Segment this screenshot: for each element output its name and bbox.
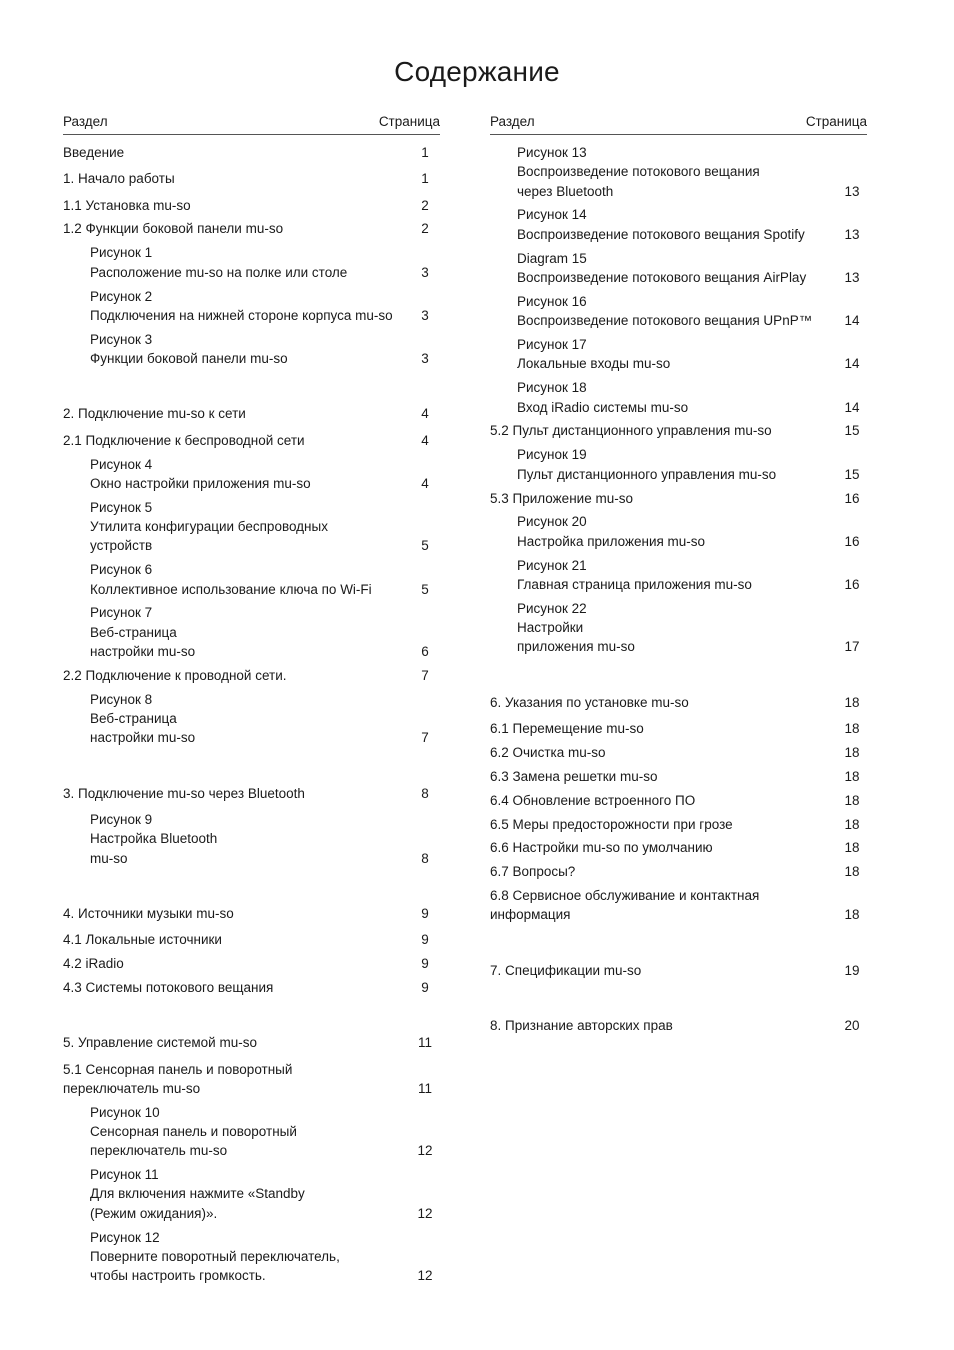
toc-entry-page: 11 — [417, 1080, 432, 1096]
toc-entry-page: 2 — [421, 221, 429, 237]
toc-entry-label: Рисунок 12 Поверните поворотный переключатель, чтобы настроить громкость. — [90, 1229, 340, 1284]
page-title: Содержание — [394, 56, 560, 87]
toc-entry-label: 1.2 Функции боковой панели mu-so — [63, 221, 284, 237]
toc-entry[interactable] — [490, 961, 867, 980]
toc-entry-page: 18 — [844, 792, 860, 808]
toc-entry-label: 4.2 iRadio — [63, 956, 124, 972]
toc-entry[interactable] — [490, 249, 867, 288]
toc-entry-page: 3 — [421, 264, 429, 280]
toc-entry[interactable] — [490, 767, 867, 786]
toc-entry[interactable] — [490, 719, 867, 738]
toc-entry[interactable] — [63, 1103, 440, 1161]
toc-entry-label: Рисунок 13 Воспроизведение потокового вещания через Bluetooth — [517, 145, 760, 199]
toc-column-right — [490, 114, 867, 1042]
toc-entry[interactable] — [63, 431, 440, 450]
toc-header — [490, 114, 867, 135]
toc-entry-page: 18 — [844, 744, 860, 760]
toc-entry[interactable] — [490, 143, 867, 201]
toc-entry-page: 17 — [844, 639, 860, 655]
toc-entry-label: Рисунок 3 Функции боковой панели mu-so — [90, 331, 288, 367]
section-column-header: Раздел — [490, 114, 535, 129]
toc-entry-label: Diagram 15 Воспроизведение потокового вещания AirPlay — [517, 250, 807, 285]
toc-entry-page: 7 — [421, 667, 429, 683]
toc-entry-label: Рисунок 16 Воспроизведение потокового вещания UPnP™ — [517, 293, 813, 329]
toc-entry[interactable] — [63, 666, 440, 685]
toc-entry[interactable] — [490, 512, 867, 551]
toc-entry-label: Рисунок 10 Сенсорная панель и поворотный переключатель mu-so — [90, 1104, 297, 1159]
toc-entry-label: Рисунок 7 Веб-страница настройки mu-so — [90, 605, 196, 659]
toc-entry[interactable] — [63, 930, 440, 949]
toc-entry[interactable] — [490, 378, 867, 417]
toc-entry-label: 2. Подключение mu-so к сети — [63, 406, 246, 422]
toc-entry[interactable] — [63, 455, 440, 494]
toc-entry-page: 18 — [844, 907, 860, 923]
toc-entry-label: Рисунок 6 Коллективное использование ключа по Wi-Fi — [90, 562, 372, 597]
toc-entry-label: 6.7 Вопросы? — [490, 864, 576, 880]
toc-header — [63, 114, 440, 135]
toc-entry-label: 4.3 Системы потокового вещания — [63, 979, 274, 995]
toc-entry-page: 18 — [844, 720, 860, 736]
toc-entry-page: 8 — [421, 850, 429, 866]
toc-entry-label: Рисунок 21 Главная страница приложения mu-so — [517, 557, 752, 592]
page-column-header: Страница — [378, 114, 440, 129]
toc-entry-page: 15 — [844, 466, 860, 482]
toc-entry[interactable] — [490, 693, 867, 712]
toc-entry-page: 1 — [421, 145, 429, 160]
toc-entry[interactable] — [490, 421, 867, 440]
toc-entry[interactable] — [63, 784, 440, 803]
toc-entry-page: 13 — [844, 183, 860, 199]
toc-entry[interactable] — [63, 196, 440, 215]
toc-entry[interactable] — [63, 690, 440, 748]
toc-entry[interactable] — [490, 1016, 867, 1035]
toc-entry-label: Рисунок 18 Вход iRadio системы mu-so — [517, 380, 689, 415]
toc-entry-page: 15 — [844, 423, 860, 439]
toc-entry-label: Рисунок 5 Утилита конфигурации беспроводных устройств — [90, 499, 328, 554]
toc-entry[interactable] — [63, 978, 440, 997]
toc-entry-page: 11 — [417, 1035, 432, 1051]
toc-entry-page: 4 — [421, 406, 429, 422]
toc-entry-label: 6.8 Сервисное обслуживание и контактная информация — [490, 888, 760, 923]
toc-entry-label: 6.6 Настройки mu-so по умолчанию — [490, 840, 713, 856]
toc-entry-page: 5 — [421, 581, 429, 597]
toc-entry[interactable] — [490, 743, 867, 762]
toc-entry[interactable] — [63, 1033, 440, 1052]
toc-entry[interactable] — [63, 498, 440, 556]
toc-entry-page: 14 — [844, 399, 860, 415]
toc-entry-page: 9 — [421, 979, 429, 995]
toc-entry-label: Рисунок 17 Локальные входы mu-so — [517, 337, 671, 372]
toc-entry-label: Введение — [63, 145, 125, 160]
toc-entry-page: 12 — [417, 1205, 433, 1221]
toc-entry-page: 4 — [421, 475, 429, 491]
toc-entry-page: 5 — [421, 538, 429, 554]
toc-entry-label: 1.1 Установка mu-so — [63, 197, 191, 213]
toc-entry-label: Рисунок 20 Настройка приложения mu-so — [517, 514, 706, 549]
toc-entry-page: 18 — [844, 768, 860, 784]
toc-entry-label: Рисунок 1 Расположение mu-so на полке или столе — [90, 245, 348, 280]
toc-entry-page: 9 — [421, 905, 429, 921]
page-column-header: Страница — [805, 114, 867, 129]
toc-entry-label: 7. Спецификации mu-so — [490, 962, 642, 978]
toc-entry-page: 19 — [844, 962, 860, 978]
toc-entry-label: Рисунок 8 Веб-страница настройки mu-so — [90, 691, 196, 746]
toc-entry-page: 3 — [421, 351, 429, 367]
toc-entry[interactable] — [63, 1228, 440, 1286]
toc-entry-label: 5. Управление системой mu-so — [63, 1035, 257, 1051]
toc-entry-page: 13 — [844, 269, 860, 285]
toc-entries-left — [63, 143, 440, 1286]
toc-entry-page: 6 — [421, 643, 429, 659]
toc-entry-label: 6. Указания по установке mu-so — [490, 694, 689, 710]
toc-entry[interactable] — [490, 838, 867, 857]
toc-entry[interactable] — [63, 904, 440, 923]
toc-entry[interactable] — [490, 556, 867, 595]
toc-entry[interactable] — [490, 335, 867, 374]
toc-entry-label: 5.3 Приложение mu-so — [490, 490, 633, 506]
toc-entry-label: Рисунок 2 Подключения на нижней стороне корпуса mu-so — [90, 288, 393, 323]
toc-entry-page: 14 — [844, 313, 860, 329]
toc-entry[interactable] — [490, 791, 867, 810]
toc-entry-page: 3 — [421, 307, 429, 323]
toc-entry[interactable] — [63, 287, 440, 326]
toc-entry-label: 6.1 Перемещение mu-so — [490, 720, 644, 736]
toc-entry-label: 1. Начало работы — [63, 171, 175, 187]
toc-entry[interactable] — [63, 1165, 440, 1223]
toc-entry-label: Рисунок 11 Для включения нажмите «Standby (Режим ожидания)». — [90, 1167, 305, 1221]
toc-entry-page: 18 — [844, 864, 860, 880]
toc-entry-label: Рисунок 4 Окно настройки приложения mu-so — [90, 456, 311, 491]
toc-entry[interactable] — [63, 954, 440, 973]
toc-entry[interactable] — [63, 219, 440, 238]
toc-entry-label: 6.4 Обновление встроенного ПО — [490, 792, 696, 808]
toc-entry-page: 14 — [844, 356, 860, 372]
toc-entry[interactable] — [63, 810, 440, 868]
toc-entry[interactable] — [63, 603, 440, 661]
toc-entry[interactable] — [63, 404, 440, 423]
toc-entry-page: 8 — [421, 785, 429, 801]
toc-entry[interactable] — [490, 205, 867, 244]
toc-entry[interactable] — [490, 599, 867, 657]
toc-entry[interactable] — [63, 243, 440, 282]
toc-entry-page: 9 — [421, 956, 429, 972]
toc-entry-page: 18 — [844, 694, 860, 710]
toc-entry[interactable] — [63, 169, 440, 188]
toc-entry-label: 5.2 Пульт дистанционного управления mu-so — [490, 423, 772, 439]
toc-column-left — [63, 114, 440, 1290]
toc-entry-page: 18 — [844, 840, 860, 856]
section-column-header: Раздел — [63, 114, 108, 129]
toc-entry-label: Рисунок 14 Воспроизведение потокового вещания Spotify — [517, 207, 805, 242]
toc-entry-label: 6.3 Замена решетки mu-so — [490, 768, 658, 784]
toc-entry[interactable] — [63, 143, 440, 162]
toc-entry-label: 4. Источники музыки mu-so — [63, 905, 234, 921]
toc-entry[interactable] — [490, 292, 867, 331]
toc-entry-label: 5.1 Сенсорная панель и поворотный переключатель mu-so — [63, 1061, 293, 1096]
toc-entry-label: Рисунок 22 Настройки приложения mu-so — [517, 600, 635, 655]
toc-entry[interactable] — [490, 886, 867, 925]
toc-entry-page: 20 — [844, 1018, 860, 1034]
toc-entry-label: 4.1 Локальные источники — [63, 932, 222, 948]
toc-entry-label: 6.5 Меры предосторожности при грозе — [490, 816, 733, 832]
toc-entry[interactable] — [63, 1060, 440, 1099]
toc-entry-page: 16 — [844, 533, 860, 549]
toc-entry-page: 16 — [844, 490, 860, 506]
toc-entry-page: 1 — [421, 171, 429, 187]
toc-entries-right — [490, 143, 867, 1035]
toc-entry[interactable] — [490, 445, 867, 484]
toc-entry-page: 13 — [844, 226, 860, 242]
toc-entry-label: 2.1 Подключение к беспроводной сети — [63, 432, 305, 448]
toc-entry[interactable] — [490, 489, 867, 508]
toc-entry[interactable] — [63, 560, 440, 599]
toc-entry-page: 9 — [421, 932, 429, 948]
toc-entry-page: 12 — [417, 1143, 433, 1159]
toc-entry-page: 2 — [421, 197, 429, 213]
toc-entry-page: 16 — [844, 576, 860, 592]
toc-entry-label: 6.2 Очистка mu-so — [490, 744, 606, 760]
toc-entry-label: 8. Признание авторских прав — [490, 1018, 673, 1034]
toc-entry-label: Рисунок 19 Пульт дистанционного управления mu-so — [517, 447, 777, 482]
toc-entry[interactable] — [63, 330, 440, 369]
toc-entry-label: 2.2 Подключение к проводной сети. — [63, 667, 287, 683]
toc-entry-page: 12 — [417, 1268, 433, 1284]
toc-entry-label: 3. Подключение mu-so через Bluetooth — [63, 785, 305, 801]
toc-entry-page: 18 — [844, 816, 860, 832]
toc-entry[interactable] — [490, 862, 867, 881]
toc-entry[interactable] — [490, 815, 867, 834]
toc-entry-page: 7 — [421, 730, 429, 746]
toc-entry-page: 4 — [421, 432, 429, 448]
toc-entry-label: Рисунок 9 Настройка Bluetooth mu-so — [90, 811, 218, 866]
